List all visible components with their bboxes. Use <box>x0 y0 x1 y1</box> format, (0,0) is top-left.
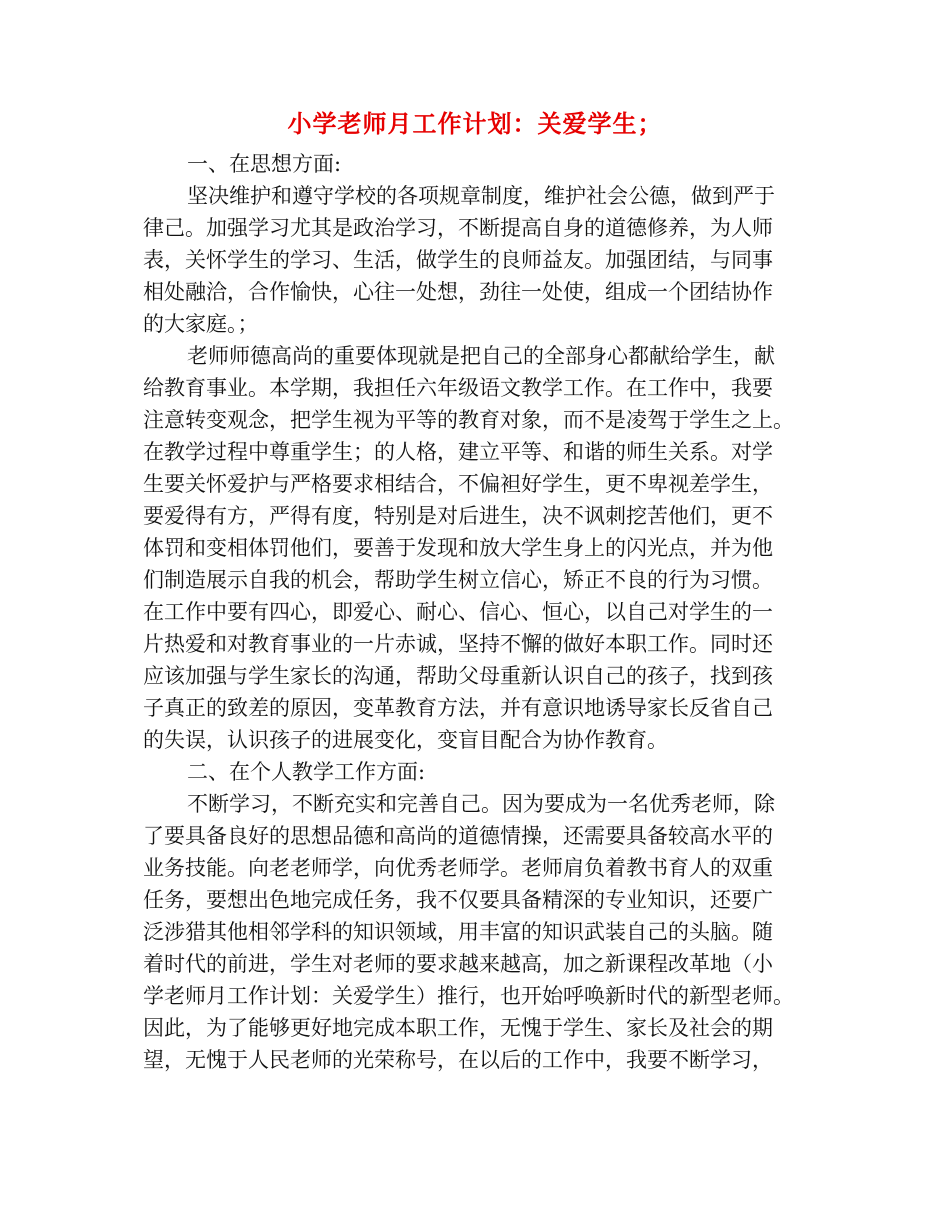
text-line: 任务，要想出色地完成任务，我不仅要具备精深的专业知识，还要广 <box>143 888 773 912</box>
text-line: 子真正的致差的原因，变革教育方法，并有意识地诱导家长反省自己 <box>143 696 773 720</box>
text-line: 要爱得有方，严得有度，特别是对后进生，决不讽刺挖苦他们，更不 <box>143 504 773 528</box>
text-line: 给教育事业。本学期，我担任六年级语文教学工作。在工作中，我要 <box>143 376 773 400</box>
text-line: 片热爱和对教育事业的一片赤诚，坚持不懈的做好本职工作。同时还 <box>143 632 773 656</box>
document-title: 小学老师月工作计划：关爱学生； <box>287 109 663 138</box>
text-line: 老师师德高尚的重要体现就是把自己的全部身心都献给学生，献 <box>187 344 775 368</box>
text-line: 注意转变观念，把学生视为平等的教育对象，而不是凌驾于学生之上。 <box>143 408 794 432</box>
text-line: 一、在思想方面: <box>187 152 342 176</box>
text-line: 应该加强与学生家长的沟通，帮助父母重新认识自己的孩子，找到孩 <box>143 664 773 688</box>
text-line: 的大家庭。； <box>143 312 259 336</box>
text-line: 学老师月工作计划：关爱学生）推行，也开始呼唤新时代的新型老师。 <box>143 984 794 1008</box>
text-line: 的失误，认识孩子的进展变化，变盲目配合为协作教育。 <box>143 728 668 752</box>
text-line: 坚决维护和遵守学校的各项规章制度，维护社会公德，做到严于 <box>187 184 775 208</box>
text-line: 泛涉猎其他相邻学科的知识领域，用丰富的知识武装自己的头脑。随 <box>143 920 773 944</box>
text-line: 二、在个人教学工作方面: <box>187 760 426 784</box>
text-line: 因此，为了能够更好地完成本职工作，无愧于学生、家长及社会的期 <box>143 1016 773 1040</box>
text-line: 相处融洽，合作愉快，心往一处想，劲往一处使，组成一个团结协作 <box>143 280 773 304</box>
text-line: 表，关怀学生的学习、生活，做学生的良师益友。加强团结，与同事 <box>143 248 773 272</box>
text-line: 律己。加强学习尤其是政治学习，不断提高自身的道德修养，为人师 <box>143 216 773 240</box>
document-body <box>143 148 809 1076</box>
text-line: 业务技能。向老老师学，向优秀老师学。老师肩负着教书育人的双重 <box>143 856 773 880</box>
text-line: 望，无愧于人民老师的光荣称号，在以后的工作中，我要不断学习， <box>143 1048 773 1072</box>
text-line: 不断学习，不断充实和完善自己。因为要成为一名优秀老师，除 <box>187 792 775 816</box>
text-line: 在工作中要有四心，即爱心、耐心、信心、恒心，以自己对学生的一 <box>143 600 773 624</box>
text-line: 在教学过程中尊重学生；的人格，建立平等、和谐的师生关系。对学 <box>143 440 773 464</box>
text-line: 了要具备良好的思想品德和高尚的道德情操，还需要具备较高水平的 <box>143 824 773 848</box>
text-line: 们制造展示自我的机会，帮助学生树立信心，矫正不良的行为习惯。 <box>143 568 773 592</box>
text-line: 生要关怀爱护与严格要求相结合，不偏袒好学生，更不卑视差学生， <box>143 472 773 496</box>
text-line: 着时代的前进，学生对老师的要求越来越高，加之新课程改革地（小 <box>143 952 773 976</box>
text-line: 体罚和变相体罚他们，要善于发现和放大学生身上的闪光点，并为他 <box>143 536 773 560</box>
